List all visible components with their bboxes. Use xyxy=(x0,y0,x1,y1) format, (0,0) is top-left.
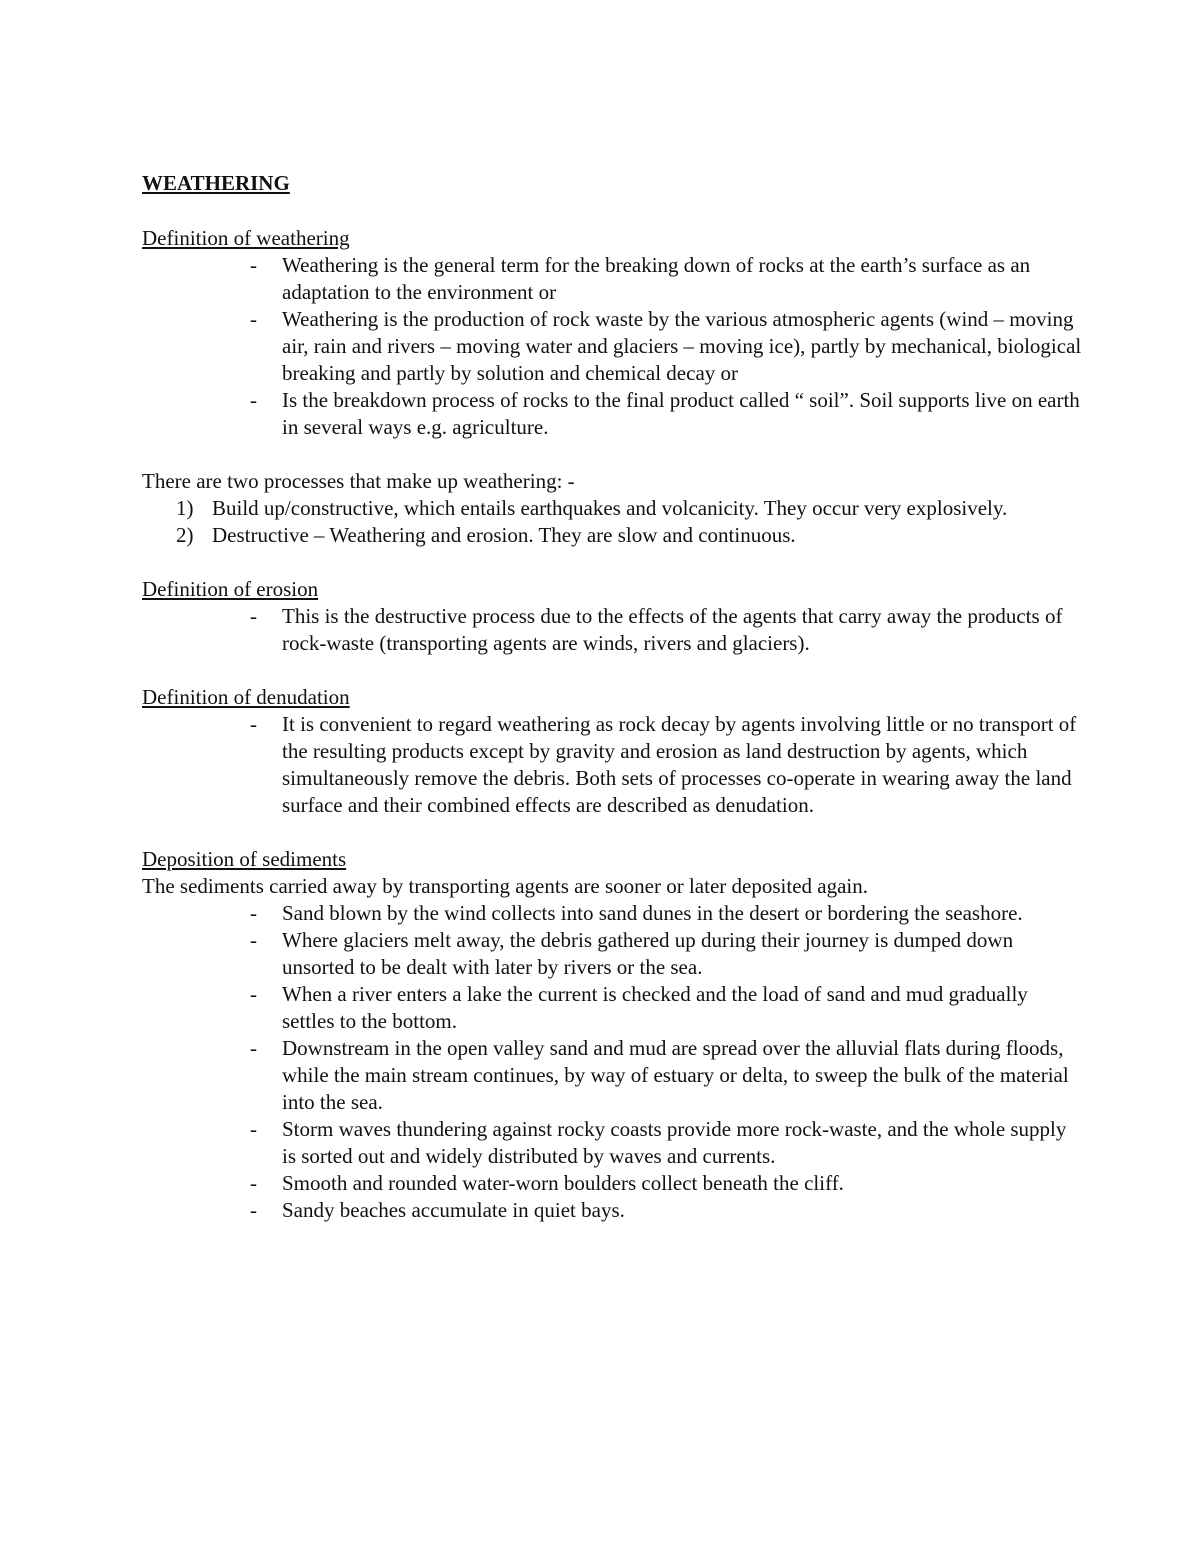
list-item-text: Weathering is the production of rock waste by the various atmospheric agents (wind – moving air, rain and rivers – moving water and glaciers – moving ice), partly by mechanical, biological breaking and partly by solution and chemical decay or xyxy=(282,307,1082,385)
weathering-definition-heading: Definition of weathering xyxy=(142,226,350,250)
list-item xyxy=(142,981,1082,1035)
spacer xyxy=(142,819,1082,846)
processes-list xyxy=(142,495,1082,549)
list-item xyxy=(142,1116,1082,1170)
list-item-text: Where glaciers melt away, the debris gathered up during their journey is dumped down unsorted to be dealt with later by rivers or the sea. xyxy=(282,928,1014,979)
deposition-intro: The sediments carried away by transporting agents are sooner or later deposited again. xyxy=(142,874,868,898)
list-item xyxy=(142,1197,1082,1224)
dash-marker: - xyxy=(250,307,257,331)
denudation-definition-list xyxy=(142,711,1082,819)
list-item-text: Storm waves thundering against rocky coasts provide more rock-waste, and the whole supply is sorted out and widely distributed by waves and currents. xyxy=(282,1117,1067,1168)
dash-marker: - xyxy=(250,712,257,736)
list-item-text: When a river enters a lake the current is checked and the load of sand and mud gradually settles to the bottom. xyxy=(282,982,1028,1033)
document-title: WEATHERING xyxy=(142,171,290,195)
list-item xyxy=(142,711,1082,819)
list-item-text: This is the destructive process due to the effects of the agents that carry away the products of rock-waste (transporting agents are winds, rivers and glaciers). xyxy=(282,604,1063,655)
processes-intro: There are two processes that make up weathering: - xyxy=(142,469,575,493)
spacer xyxy=(142,657,1082,684)
list-item-text: Weathering is the general term for the breaking down of rocks at the earth’s surface as an adaptation to the environment or xyxy=(282,253,1031,304)
dash-marker: - xyxy=(250,604,257,628)
dash-marker: - xyxy=(250,388,257,412)
dash-marker: - xyxy=(250,253,257,277)
dash-marker: - xyxy=(250,982,257,1006)
list-item xyxy=(142,900,1082,927)
dash-marker: - xyxy=(250,1117,257,1141)
dash-marker: - xyxy=(250,1036,257,1060)
deposition-list xyxy=(142,900,1082,1224)
erosion-definition-heading: Definition of erosion xyxy=(142,577,319,601)
list-item-text: Is the breakdown process of rocks to the final product called “ soil”. Soil supports live on earth in several ways e.g. agriculture. xyxy=(282,388,1080,439)
dash-marker: - xyxy=(250,1198,257,1222)
list-item-text: Sand blown by the wind collects into sand dunes in the desert or bordering the seashore. xyxy=(282,901,1023,925)
list-item-text: Destructive – Weathering and erosion. They are slow and continuous. xyxy=(212,523,796,547)
list-item xyxy=(142,495,1082,522)
denudation-definition-heading: Definition of denudation xyxy=(142,685,350,709)
list-item xyxy=(142,522,1082,549)
list-item xyxy=(142,1035,1082,1116)
spacer xyxy=(142,549,1082,576)
list-item-text: Build up/constructive, which entails earthquakes and volcanicity. They occur very explosively. xyxy=(212,496,1008,520)
list-item xyxy=(142,927,1082,981)
weathering-definition-list xyxy=(142,252,1082,441)
list-item-text: Smooth and rounded water-worn boulders collect beneath the cliff. xyxy=(282,1171,844,1195)
list-item xyxy=(142,252,1082,306)
dash-marker: - xyxy=(250,928,257,952)
list-item xyxy=(142,306,1082,387)
spacer xyxy=(142,441,1082,468)
dash-marker: - xyxy=(250,901,257,925)
erosion-definition-list xyxy=(142,603,1082,657)
list-item-text: It is convenient to regard weathering as rock decay by agents involving little or no transport of the resulting products except by gravity and erosion as land destruction by agents, which simultaneously remove the debris. Both sets of processes co-operate in wearing away the land surface and their combined effects are described as denudation. xyxy=(282,712,1077,817)
number-marker: 1) xyxy=(176,496,194,520)
dash-marker: - xyxy=(250,1171,257,1195)
deposition-heading: Deposition of sediments xyxy=(142,847,347,871)
list-item-text: Sandy beaches accumulate in quiet bays. xyxy=(282,1198,625,1222)
list-item xyxy=(142,1170,1082,1197)
document-body xyxy=(142,168,1082,1224)
number-marker: 2) xyxy=(176,523,194,547)
list-item xyxy=(142,603,1082,657)
list-item xyxy=(142,387,1082,441)
list-item-text: Downstream in the open valley sand and mud are spread over the alluvial flats during floods, while the main stream continues, by way of estuary or delta, to sweep the bulk of the material into the sea. xyxy=(282,1036,1069,1114)
